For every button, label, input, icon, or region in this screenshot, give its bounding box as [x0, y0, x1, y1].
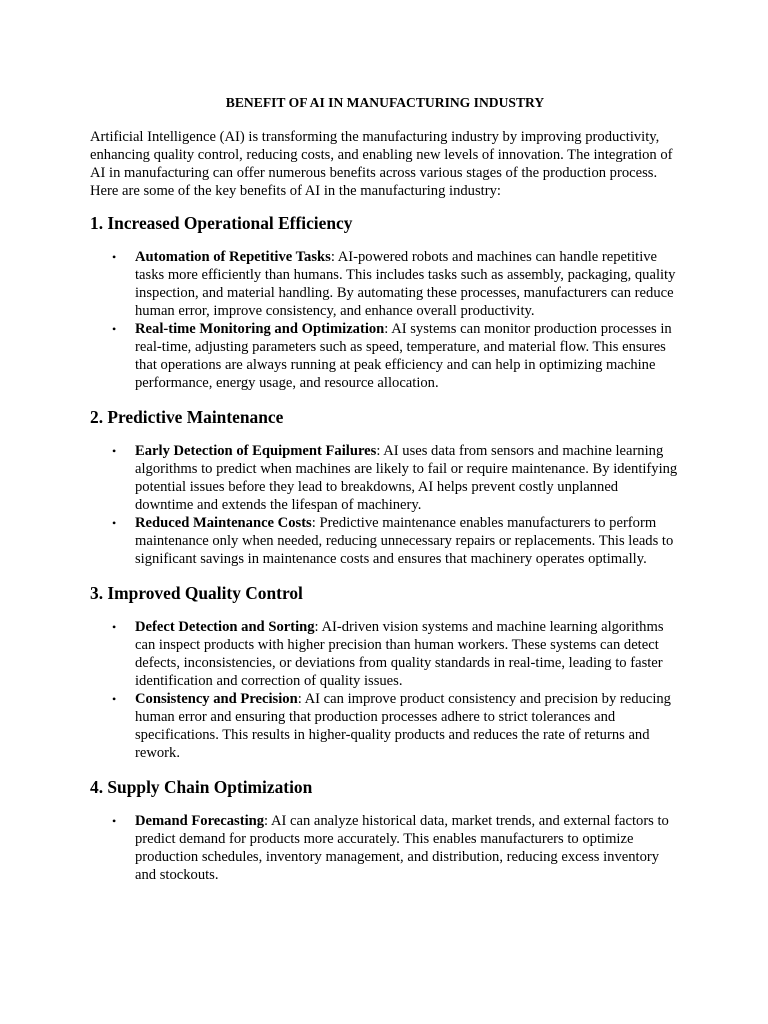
bullet-text: : AI systems can monitor production processes in real-time, adjusting parameters such as speed, temperature, and material flow. This ensures that operations are always running at peak efficiency and can help in optimizing machine performance, energy usage, and resource allocation. [135, 321, 672, 391]
bullet-list [90, 442, 680, 568]
list-item [90, 618, 680, 690]
bullet-text: : AI uses data from sensors and machine learning algorithms to predict when machines are likely to fail or require maintenance. By identifying potential issues before they lead to breakdowns, AI helps prevent costly unplanned downtime and extends the lifespan of machinery. [135, 443, 678, 513]
bullet-text: : AI can analyze historical data, market trends, and external factors to predict demand for products more accurately. This enables manufacturers to optimize production schedules, inventory management, and distribution, reducing excess inventory and stockouts. [135, 813, 669, 883]
section-heading: 2. Predictive Maintenance [90, 407, 284, 427]
list-item [90, 514, 680, 568]
intro-paragraph: Artificial Intelligence (AI) is transforming the manufacturing industry by improving productivity, enhancing quality control, reducing costs, and enabling new levels of innovation. The integration of AI in manufacturing can offer numerous benefits across various stages of the production process. Here are some of the key benefits of AI in the manufacturing industry: [90, 129, 673, 199]
section-supply-chain [90, 776, 680, 884]
bullet-icon: • [112, 814, 117, 828]
bullet-text: : AI-driven vision systems and machine learning algorithms can inspect products with higher precision than human workers. These systems can detect defects, inconsistencies, or deviations from quality standards in real-time, leading to faster identification and correction of quality issues. [135, 619, 664, 689]
bullet-term: Real-time Monitoring and Optimization [135, 321, 385, 337]
list-item [90, 442, 680, 514]
section-heading: 4. Supply Chain Optimization [90, 777, 313, 797]
bullet-icon: • [112, 620, 117, 634]
bullet-term: Automation of Repetitive Tasks [135, 249, 331, 265]
bullet-list [90, 812, 680, 884]
bullet-term: Demand Forecasting [135, 813, 265, 829]
bullet-text: : Predictive maintenance enables manufacturers to perform maintenance only when needed, reducing unnecessary repairs or replacements. This leads to significant savings in maintenance costs and ensures that machinery operates optimally. [135, 515, 674, 567]
list-item [90, 812, 680, 884]
bullet-list [90, 618, 680, 762]
list-item [90, 320, 680, 392]
section-heading: 3. Improved Quality Control [90, 583, 303, 603]
bullet-text: : AI-powered robots and machines can handle repetitive tasks more efficiently than humans. This includes tasks such as assembly, packaging, quality inspection, and material handling. By automating these processes, manufacturers can reduce human error, improve consistency, and enhance overall productivity. [135, 249, 676, 319]
section-operational-efficiency [90, 212, 680, 392]
section-predictive-maintenance [90, 406, 680, 568]
section-quality-control [90, 582, 680, 762]
bullet-icon: • [112, 516, 117, 530]
bullet-icon: • [112, 250, 117, 264]
bullet-list [90, 248, 680, 392]
bullet-icon: • [112, 444, 117, 458]
bullet-term: Defect Detection and Sorting [135, 619, 315, 635]
document-title: BENEFIT OF AI IN MANUFACTURING INDUSTRY [225, 95, 545, 110]
list-item [90, 248, 680, 320]
bullet-term: Reduced Maintenance Costs [135, 515, 312, 531]
section-heading: 1. Increased Operational Efficiency [90, 213, 353, 233]
list-item [90, 690, 680, 762]
document-page [90, 94, 680, 898]
bullet-text: : AI can improve product consistency and precision by reducing human error and ensuring that production processes adhere to strict tolerances and specifications. This results in higher-quality products and reduces the rate of returns and rework. [135, 691, 671, 761]
bullet-icon: • [112, 322, 117, 336]
bullet-icon: • [112, 692, 117, 706]
bullet-term: Consistency and Precision [135, 691, 298, 707]
bullet-term: Early Detection of Equipment Failures [135, 443, 377, 459]
